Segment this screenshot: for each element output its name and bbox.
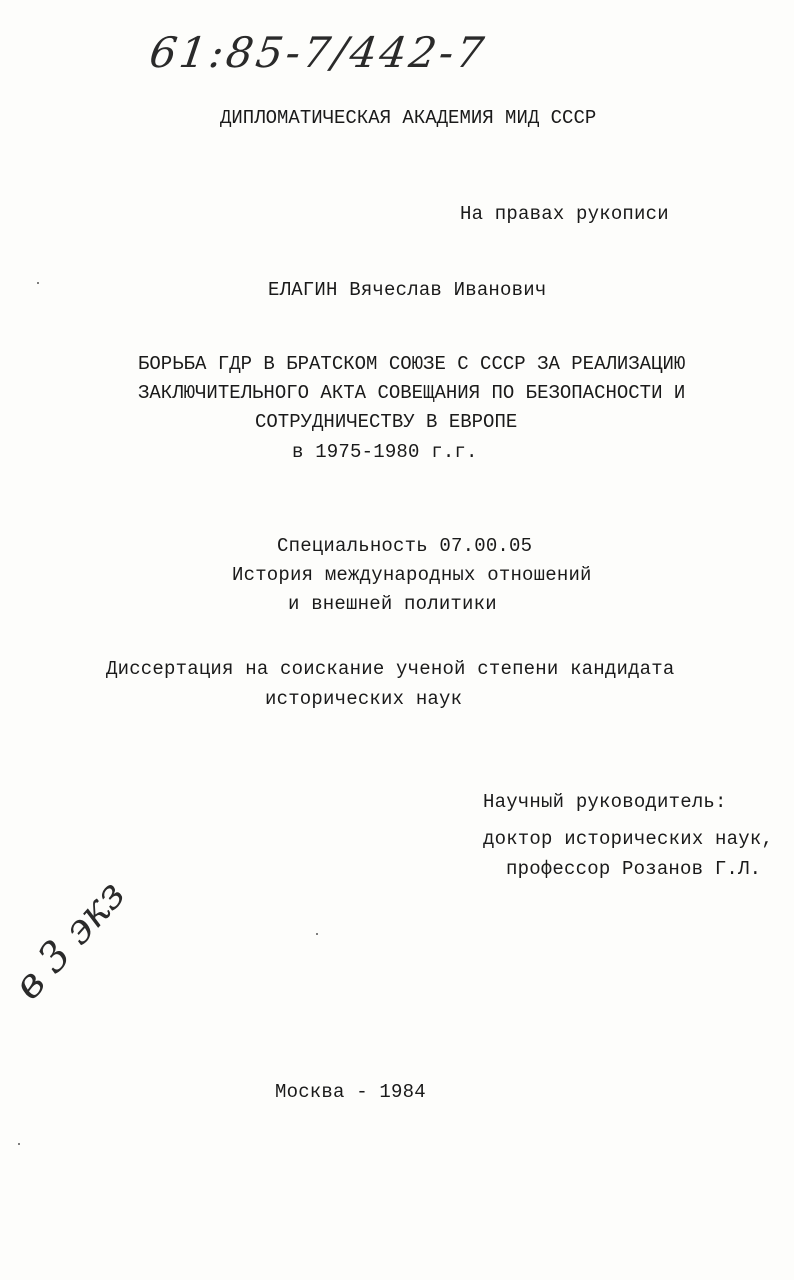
title-line-2: ЗАКЛЮЧИТЕЛЬНОГО АКТА СОВЕЩАНИЯ ПО БЕЗОПАСНОСТИ И [138,382,686,404]
archive-code-handwritten: 61:85-7/442-7 [146,28,490,77]
supervisor-degree: доктор исторических наук, [483,828,774,850]
specialty-name-line-1: История международных отношений [232,564,592,586]
specialty-code: Специальность 07.00.05 [277,535,533,557]
scan-speck [37,282,39,284]
title-line-4-years: в 1975-1980 г.г. [292,441,478,463]
title-line-3: СОТРУДНИЧЕСТВУ В ЕВРОПЕ [255,411,518,433]
title-line-1: БОРЬБА ГДР В БРАТСКОМ СОЮЗЕ С СССР ЗА РЕАЛИЗАЦИЮ [138,353,686,375]
dissertation-line-1: Диссертация на соискание ученой степени кандидата [106,658,675,680]
scan-speck [18,1143,20,1145]
dissertation-line-2: исторических наук [265,688,463,710]
specialty-name-line-2: и внешней политики [288,593,497,615]
manuscript-rights: На правах рукописи [460,203,669,225]
institution-heading: ДИПЛОМАТИЧЕСКАЯ АКАДЕМИЯ МИД СССР [220,107,597,129]
author-name: ЕЛАГИН Вячеслав Иванович [268,279,547,301]
place-year: Москва - 1984 [275,1081,426,1103]
supervisor-label: Научный руководитель: [483,791,727,813]
supervisor-name: профессор Розанов Г.Л. [506,858,762,880]
scan-speck [316,933,318,935]
handwritten-note: в 3 экз [4,871,135,1009]
